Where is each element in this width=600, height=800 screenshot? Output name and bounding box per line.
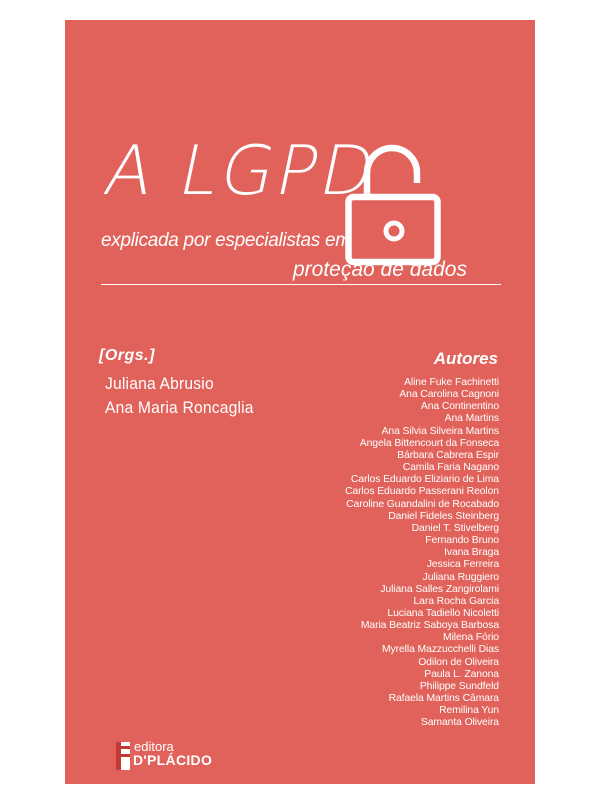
author-name: Milena Fório (443, 632, 499, 644)
author-name: Luciana Tadiello Nicoletti (387, 607, 499, 619)
publisher-logo-icon (116, 742, 130, 770)
author-name: Odilon de Oliveira (418, 656, 499, 668)
author-name: Carlos Eduardo Passerani Reolon (344, 486, 499, 498)
author-name: Lara Rocha Garcia (413, 595, 499, 607)
author-name: Myrella Mazzucchelli Dias (381, 644, 499, 656)
author-name: Caroline Guandalini de Rocabado (346, 498, 499, 510)
subtitle-line-1: explicada por especialistas em (101, 230, 351, 251)
organizers-label: [Orgs.] (99, 347, 155, 364)
book-title: A LGPD (97, 132, 385, 211)
author-name: Daniel T. Stivelberg (411, 522, 499, 534)
authors-label: Autores (433, 349, 498, 368)
organizer-name: Ana Maria Roncaglia (105, 398, 254, 417)
author-name: Juliana Ruggiero (422, 571, 499, 583)
author-name: Bárbara Cabrera Espir (397, 449, 499, 461)
author-name: Remilina Yun (439, 705, 499, 717)
author-name: Philippe Sundfeld (419, 680, 499, 692)
author-name: Carlos Eduardo Eliziario de Lima (350, 474, 499, 486)
author-name: Jessica Ferreira (426, 559, 499, 571)
authors-list (239, 377, 499, 730)
author-name: Fernando Bruno (425, 535, 499, 547)
author-name: Aline Fuke Fachinetti (404, 377, 499, 388)
author-name: Juliana Salles Zangirolami (380, 583, 499, 595)
author-name: Camila Faria Nagano (402, 462, 499, 474)
author-name: Ana Continentino (420, 401, 499, 413)
author-name: Ana Martins (444, 413, 499, 425)
author-name: Angela Bittencourt da Fonseca (359, 437, 499, 449)
author-name: Samanta Oliveira (420, 717, 499, 729)
publisher-name-bottom: D'PLÁCIDO (133, 752, 213, 768)
book-cover (65, 20, 535, 784)
author-name: Ana Carolina Cagnoni (399, 389, 499, 401)
author-name: Paula L. Zanona (424, 668, 499, 680)
author-name: Maria Beatriz Saboya Barbosa (360, 620, 499, 632)
author-name: Daniel Fideles Steinberg (388, 510, 499, 522)
organizer-name: Juliana Abrusio (105, 374, 214, 393)
author-name: Ivana Braga (444, 547, 499, 559)
padlock-icon (345, 135, 445, 275)
subtitle-underline (101, 284, 501, 285)
subtitle-line-2: proteção de dados (293, 258, 467, 281)
author-name: Ana Silvia Silveira Martins (381, 425, 499, 437)
publisher-name-top: editora (134, 739, 174, 754)
author-name: Rafaela Martins Câmara (388, 693, 499, 705)
